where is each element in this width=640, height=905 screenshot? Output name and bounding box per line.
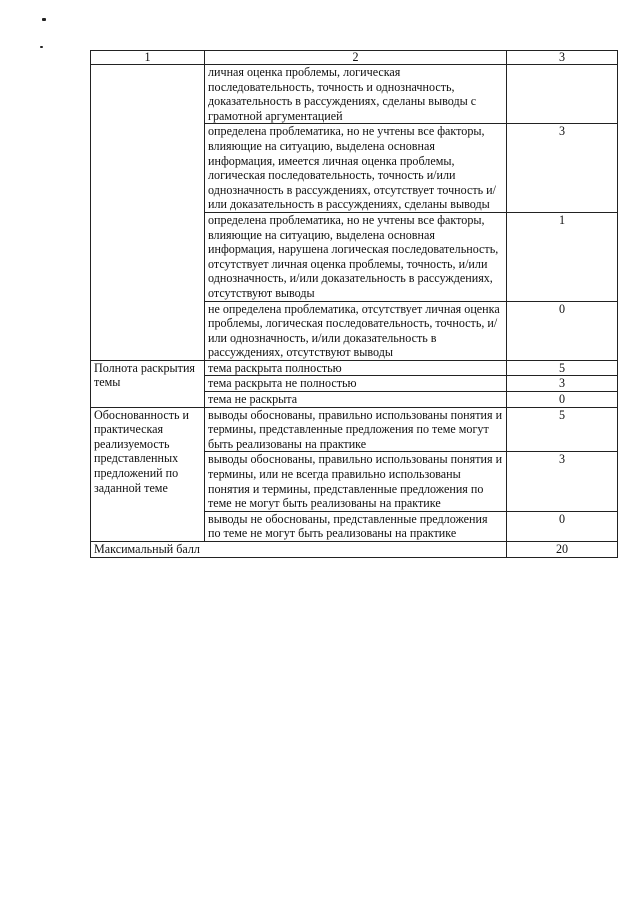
descriptor-cell: выводы обоснованы, правильно использованы понятия и термины, или не всегда правильно использованы понятия и термины, представленные предложения по теме не могут быть реализованы на практике [205,452,507,511]
header-col3: 3 [507,51,618,65]
header-row [91,51,618,65]
descriptor-cell: тема раскрыта не полностью [205,376,507,392]
table-row [91,65,618,124]
score-cell: 0 [507,301,618,360]
score-cell: 0 [507,392,618,408]
total-value: 20 [507,542,618,558]
descriptor-cell: выводы не обоснованы, представленные предложения по теме не могут быть реализованы на практике [205,511,507,541]
descriptor-cell: не определена проблематика, отсутствует личная оценка проблемы, логическая последовательность, точность, и/или однозначность, и/или доказательность в рассуждениях, отсутствуют выводы [205,301,507,360]
header-col1: 1 [91,51,205,65]
score-cell: 1 [507,212,618,301]
scan-speck [42,18,46,21]
descriptor-cell: определена проблематика, но не учтены все факторы, влияющие на ситуацию, выделена основная информация, нарушена логическая последовательность, отсутствует личная оценка проблемы, точность, и/или однозначность, и/или доказательность в рассуждениях, отсутствуют выводы [205,212,507,301]
descriptor-cell: тема не раскрыта [205,392,507,408]
table-row [91,407,618,452]
score-cell: 3 [507,376,618,392]
score-cell: 3 [507,124,618,213]
header-col2: 2 [205,51,507,65]
descriptor-cell: выводы обоснованы, правильно использованы понятия и термины, представленные предложения по теме могут быть реализованы на практике [205,407,507,452]
score-cell: 0 [507,511,618,541]
criterion-cell [91,65,205,361]
total-row [91,542,618,558]
criterion-cell: Полнота раскрытия темы [91,360,205,407]
descriptor-cell: личная оценка проблемы, логическая последовательность, точность и однозначность, доказательность в рассуждениях, сделаны выводы с грамотной аргументацией [205,65,507,124]
descriptor-cell: тема раскрыта полностью [205,360,507,376]
table-row [91,360,618,376]
score-cell: 5 [507,407,618,452]
scan-speck [40,46,43,48]
score-cell: 3 [507,452,618,511]
criterion-cell: Обоснованность и практическая реализуемость представленных предложений по заданной теме [91,407,205,541]
criteria-table [90,50,618,558]
total-label: Максимальный балл [91,542,507,558]
descriptor-cell: определена проблематика, но не учтены все факторы, влияющие на ситуацию, выделена основная информация, имеется личная оценка проблемы, логическая последовательность, точность и/или однозначность в рассуждениях, отсутствует точность и/или доказательность в рассуждениях, сделаны выводы [205,124,507,213]
score-cell [507,65,618,124]
score-cell: 5 [507,360,618,376]
